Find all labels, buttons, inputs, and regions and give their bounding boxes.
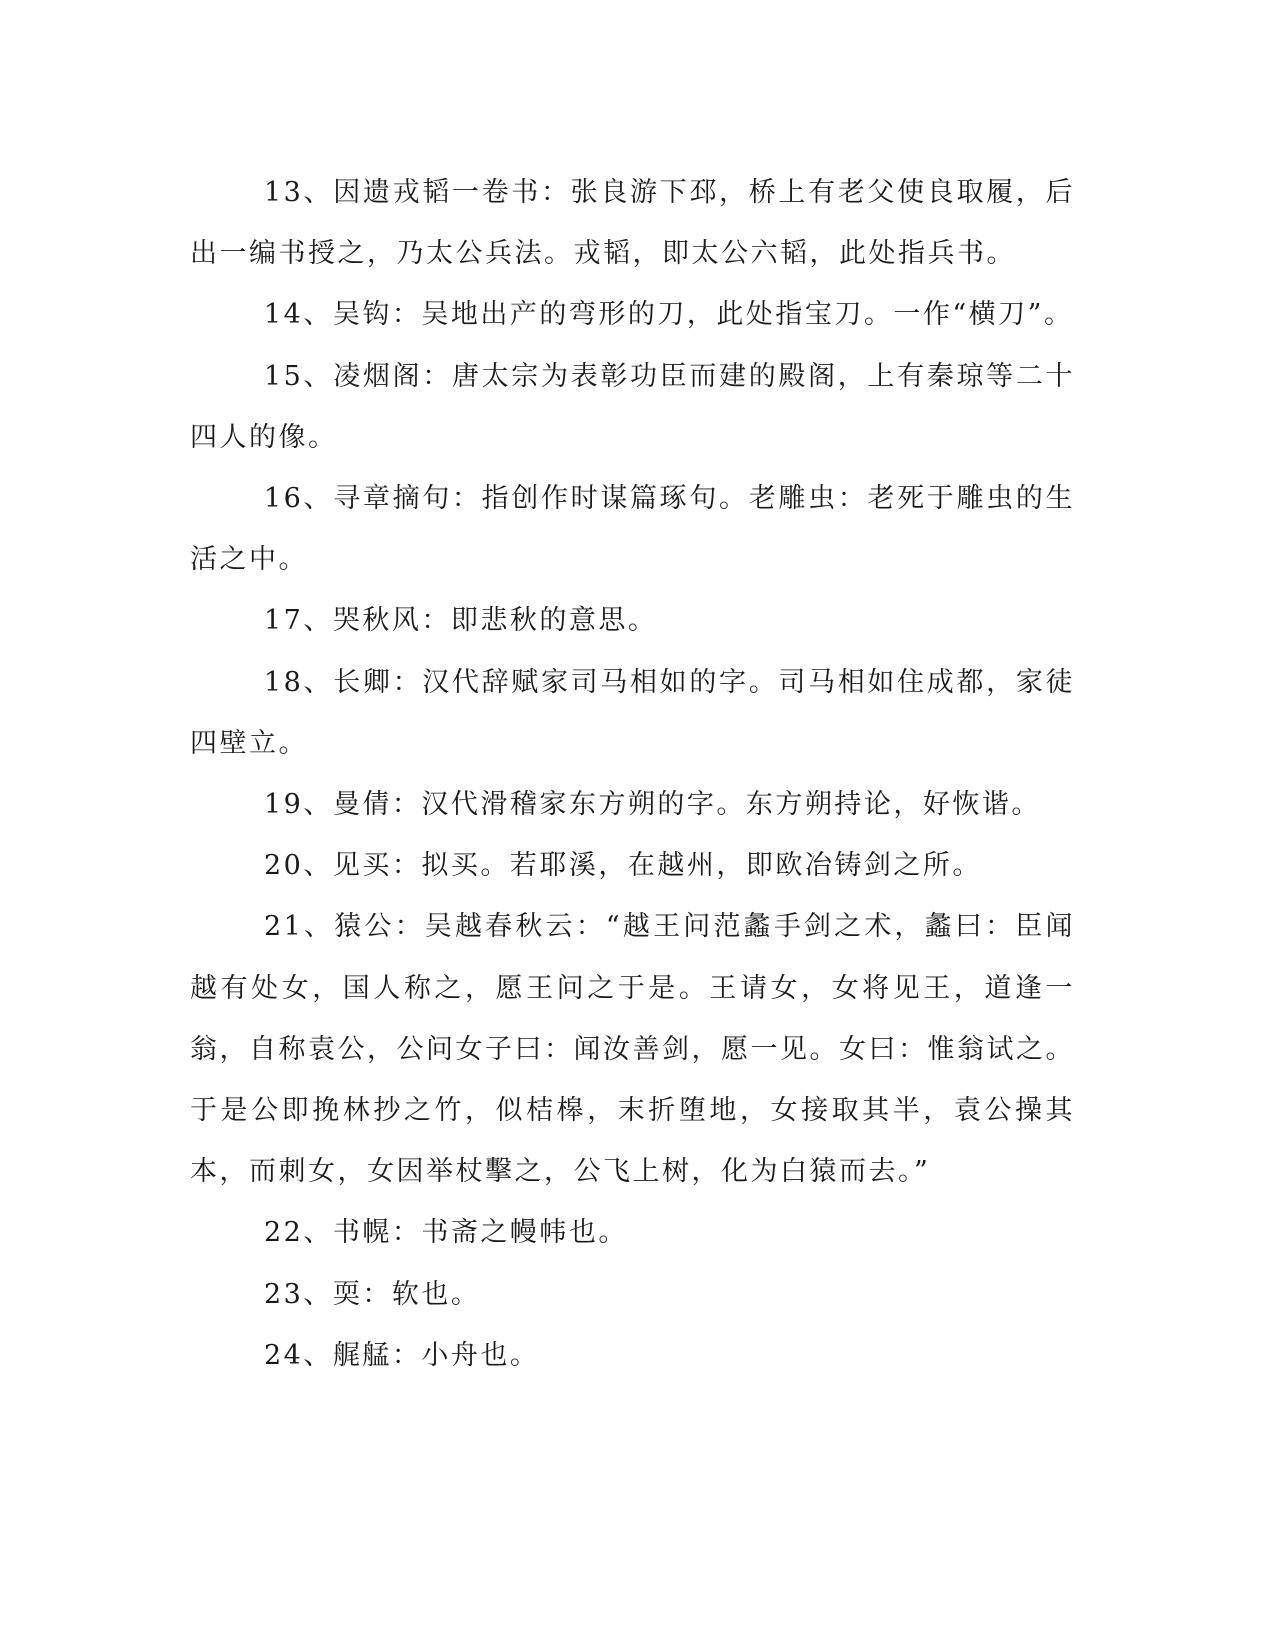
note-23: 23、耎：软也。 (264, 1278, 481, 1310)
note-24: 24、艉艋：小舟也。 (264, 1339, 540, 1371)
note-19: 19、曼倩：汉代滑稽家东方朔的字。东方朔持论，好恢谐。 (264, 789, 1041, 821)
note-17: 17、哭秋风：即悲秋的意思。 (264, 605, 658, 637)
note-18: 18、长卿：汉代辞赋家司马相如的字。司马相如住成都，家徒四壁立。 (190, 666, 1075, 759)
note-13: 13、因遗戎韬一卷书：张良游下邳，桥上有老父使良取履，后出一编书授之，乃太公兵法。戎韬，即太公六韬，此处指兵书。 (190, 177, 1075, 270)
note-22: 22、书幌：书斋之幔帏也。 (264, 1217, 628, 1249)
note-14: 14、吴钩：吴地出产的弯形的刀，此处指宝刀。一作“横刀”。 (264, 299, 1074, 331)
note-20: 20、见买：拟买。若耶溪，在越州，即欧冶铸剑之所。 (264, 850, 982, 882)
annotation-list (190, 162, 1075, 1386)
note-21: 21、猿公：吴越春秋云：“越王问范蠡手剑之术，蠡曰：臣闻越有处女，国人称之，愿王问之于是。王请女，女将见王，道逢一翁，自称袁公，公问女子曰：闻汝善剑，愿一见。女曰：惟翁试之。于是公即挽林抄之竹，似桔槔，末折堕地，女接取其半，袁公操其本，而刺女，女因举杖擊之，公飞上树，化为白猿而去。” (190, 911, 1075, 1188)
note-15: 15、凌烟阁：唐太宗为表彰功臣而建的殿阁，上有秦琼等二十四人的像。 (190, 360, 1075, 453)
note-16: 16、寻章摘句：指创作时谋篇琢句。老雕虫：老死于雕虫的生活之中。 (190, 483, 1075, 576)
